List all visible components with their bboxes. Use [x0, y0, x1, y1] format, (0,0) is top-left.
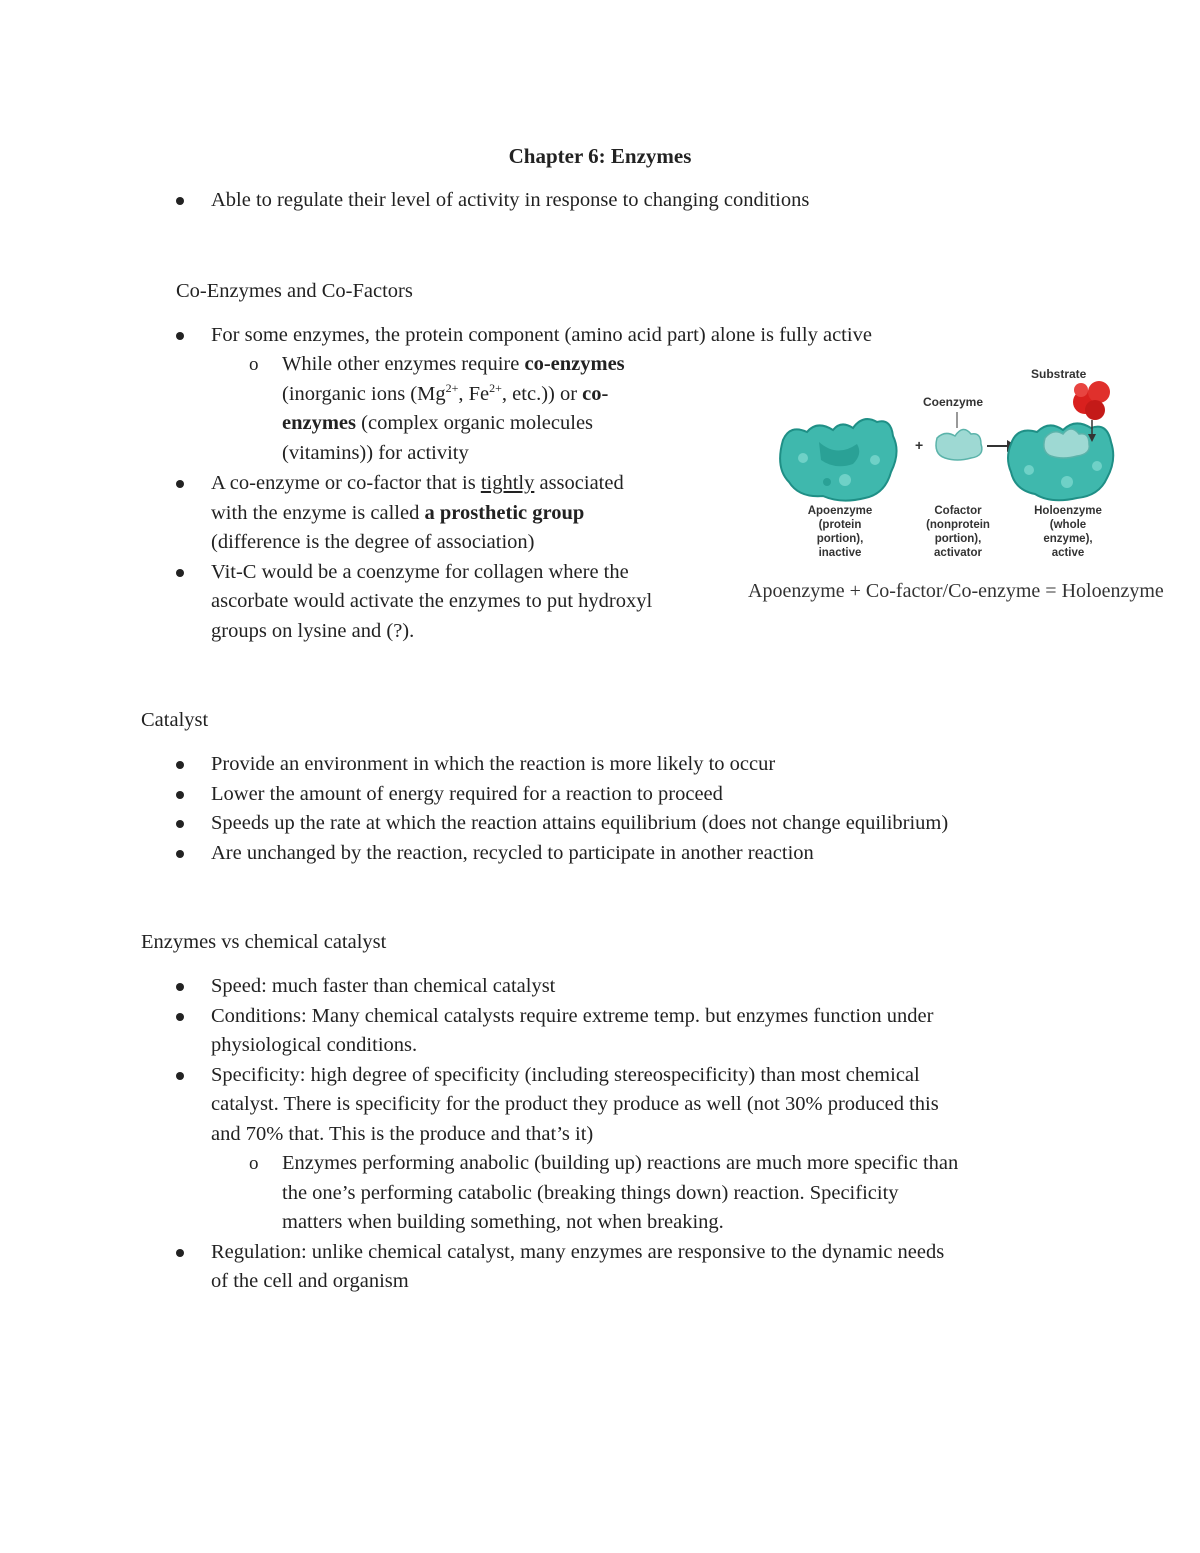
text-line: the one’s performing catabolic (breaking things down) reaction. Specificity: [282, 1181, 899, 1204]
text-line: Specificity: high degree of specificity (including stereospecificity) than most chemical: [211, 1063, 920, 1086]
section-heading-catalyst: Catalyst: [141, 709, 209, 731]
text-line: matters when building something, not when breaking.: [282, 1211, 724, 1233]
intro-list: [211, 186, 1111, 216]
text-line: with the enzyme is called a prosthetic group: [211, 501, 585, 524]
text-line: of the cell and organism: [211, 1270, 409, 1292]
text-line: Conditions: Many chemical catalysts require extreme temp. but enzymes function under: [211, 1004, 934, 1027]
text-line: Vit-C would be a coenzyme for collagen where the: [211, 560, 629, 583]
section-heading-cofactors: Co-Enzymes and Co-Factors: [176, 280, 413, 302]
text-line: Enzymes performing anabolic (building up) reactions are much more specific than: [282, 1152, 959, 1174]
bullet-icon: [176, 1072, 184, 1080]
list-item: Speed: much faster than chemical catalyst: [211, 972, 1111, 1002]
figure-caption: Apoenzyme + Co-factor/Co-enzyme = Holoenzyme: [748, 580, 1164, 602]
text-line: and 70% that. This is the produce and that’s it): [211, 1122, 594, 1145]
text-line: (difference is the degree of association): [211, 531, 535, 553]
sub-bullet-icon: o: [249, 354, 259, 375]
text-line: groups on lysine and (?).: [211, 619, 415, 642]
text-line: (inorganic ions ($Mg^{2+}$, $Fe^{2+}$, etc.)) or co-: [282, 380, 609, 405]
enzyme-figure: [745, 362, 1197, 612]
text-line: While other enzymes require co-enzymes: [282, 353, 625, 375]
bullet-icon: [176, 1013, 184, 1021]
bullet-icon: [176, 197, 184, 205]
substrate-label: Substrate: [1031, 367, 1087, 381]
text-line: A co-enzyme or co-factor that is tightly associated: [211, 472, 624, 494]
catalyst-list: [211, 750, 1111, 868]
plus-sign: +: [915, 437, 924, 453]
apoenzyme-blob: [780, 419, 896, 500]
bullet-icon: [176, 761, 184, 769]
holoenzyme-label: Holoenzyme (whole enzyme), active: [1034, 505, 1102, 559]
list-item: [211, 469, 711, 558]
cofactor-label: Cofactor (nonprotein portion), activator: [926, 505, 990, 559]
bullet-icon: [176, 820, 184, 828]
coenzyme-label: Coenzyme: [923, 395, 984, 409]
page-title: Chapter 6: Enzymes: [508, 144, 692, 168]
list-item: For some enzymes, the protein component (amino acid part) alone is fully active: [211, 321, 991, 351]
list-item: Able to regulate their level of activity in response to changing conditions: [211, 186, 1111, 216]
text-line: ascorbate would activate the enzymes to put hydroxyl: [211, 590, 653, 612]
bullet-icon: [176, 332, 184, 340]
versus-list: [211, 972, 1111, 1297]
holoenzyme-blob: [1008, 423, 1113, 500]
apoenzyme-label: Apoenzyme (protein portion), inactive: [807, 505, 873, 559]
text-line: Regulation: unlike chemical catalyst, many enzymes are responsive to the dynamic needs: [211, 1240, 945, 1263]
sub-list-item: [249, 350, 702, 468]
bullet-icon: [176, 569, 184, 577]
cofactors-list: [211, 321, 991, 351]
sub-list-item: [249, 1149, 1111, 1238]
list-item: [211, 1061, 1111, 1238]
text-line: enzymes (complex organic molecules: [282, 412, 594, 434]
bullet-icon: [176, 983, 184, 991]
list-item: Lower the amount of energy required for a reaction to proceed: [211, 780, 1111, 810]
list-item: [211, 558, 711, 647]
bullet-icon: [176, 791, 184, 799]
list-item: Speeds up the rate at which the reaction attains equilibrium (does not change equilibrium): [211, 809, 1111, 839]
text-line: (vitamins)) for activity: [282, 441, 469, 464]
list-item: [211, 1002, 1111, 1061]
bullet-icon: [176, 1249, 184, 1257]
text-line: physiological conditions.: [211, 1034, 418, 1056]
bullet-icon: [176, 850, 184, 858]
list-item: Provide an environment in which the reaction is more likely to occur: [211, 750, 1111, 780]
list-item: Are unchanged by the reaction, recycled to participate in another reaction: [211, 839, 1111, 869]
bullet-icon: [176, 480, 184, 488]
sub-bullet-icon: o: [249, 1153, 259, 1174]
list-item: [211, 1238, 1111, 1297]
cofactors-list-2: [211, 469, 711, 646]
text-line: catalyst. There is specificity for the product they produce as well (not 30% produced this: [211, 1093, 939, 1115]
section-heading-versus: Enzymes vs chemical catalyst: [141, 931, 387, 953]
cofactor-shape: [936, 429, 982, 460]
